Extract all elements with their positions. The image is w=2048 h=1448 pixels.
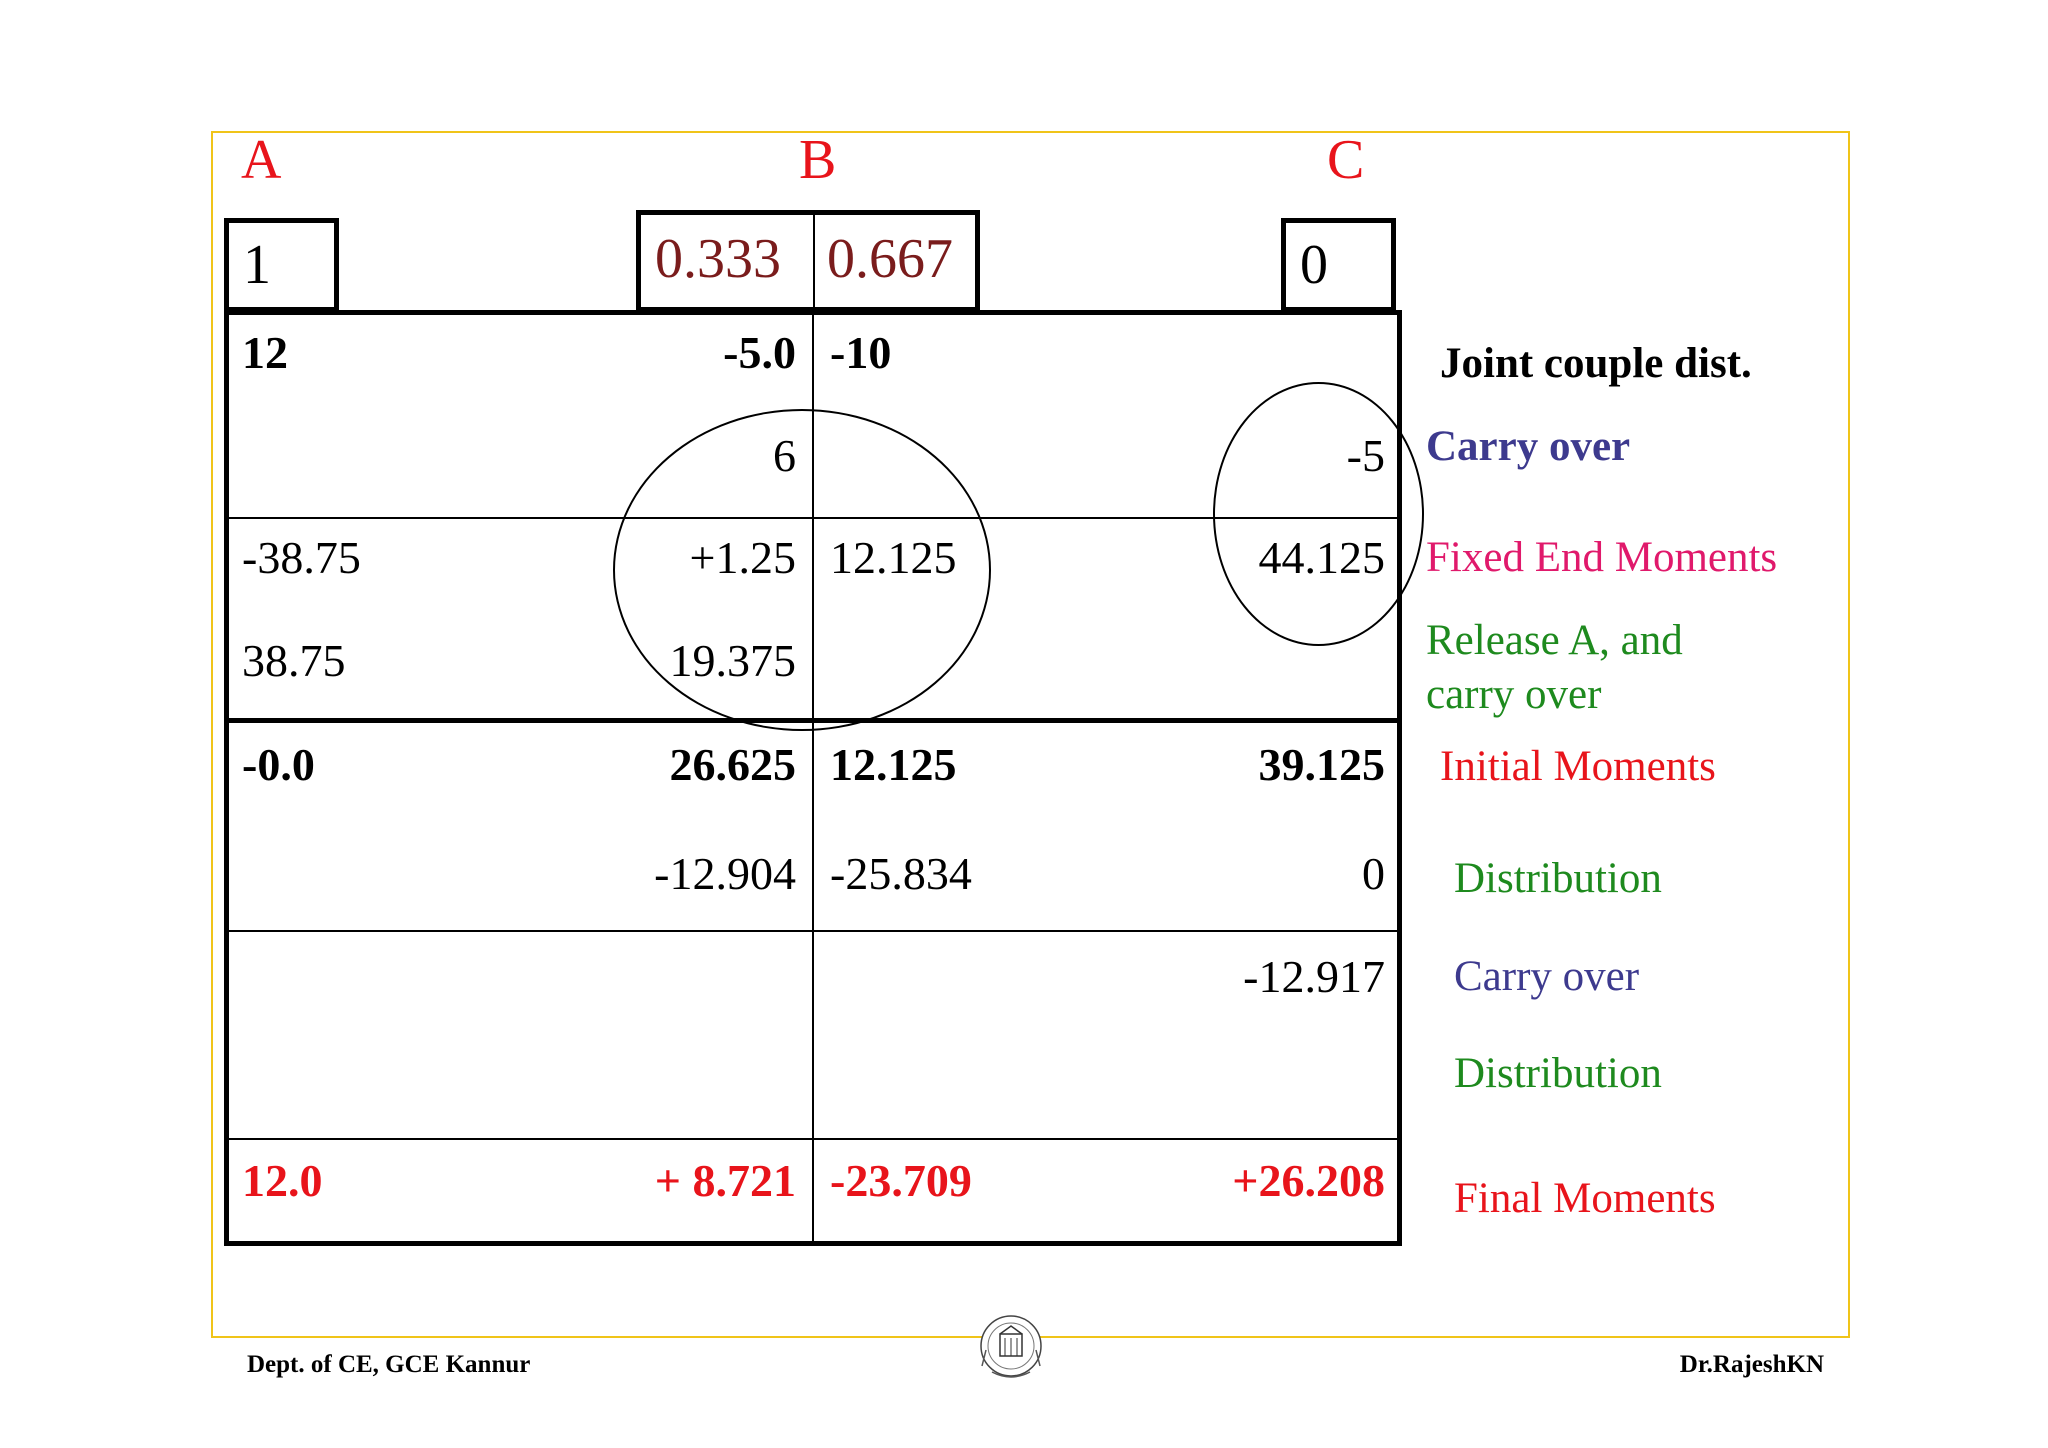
- footer-author: Dr.RajeshKN: [1679, 1351, 1824, 1378]
- cell-r4-ba: 26.625: [669, 739, 796, 790]
- joint-label-b: B: [799, 129, 837, 191]
- label-distribution-1: Distribution: [1454, 855, 1662, 902]
- df-bc-value: 0.667: [827, 228, 953, 290]
- label-final-moments: Final Moments: [1454, 1175, 1716, 1222]
- label-release-a-line1: Release A, and: [1426, 617, 1683, 664]
- cell-r6-cb: -12.917: [1243, 951, 1385, 1002]
- label-fixed-end-moments: Fixed End Moments: [1426, 534, 1778, 581]
- df-box-c: [1281, 218, 1396, 312]
- footer-line-right: [1044, 1336, 1850, 1338]
- cell-r8-ba: + 8.721: [654, 1155, 796, 1206]
- cell-r0-ba: -5.0: [723, 327, 796, 378]
- carry-over-ellipse-c: [1213, 382, 1424, 646]
- label-release-a-line2: carry over: [1426, 671, 1602, 718]
- label-initial-moments: Initial Moments: [1440, 743, 1716, 790]
- cell-r0-bc: -10: [830, 327, 892, 378]
- cell-r1-cb: -5: [1346, 430, 1385, 481]
- label-carry-over-2: Carry over: [1454, 953, 1640, 1000]
- cell-r3-ab: 38.75: [242, 635, 346, 686]
- cell-r0-ab: 12: [242, 327, 288, 378]
- joint-label-a: A: [241, 129, 282, 191]
- cell-r3-ba: 19.375: [669, 635, 796, 686]
- label-carry-over-1: Carry over: [1426, 423, 1631, 470]
- label-joint-couple-dist: Joint couple dist.: [1440, 340, 1752, 387]
- df-ba-value: 0.333: [655, 228, 781, 290]
- cell-r2-ba: +1.25: [689, 532, 796, 583]
- cell-r1-ba: 6: [773, 430, 796, 481]
- cell-r5-cb: 0: [1362, 848, 1385, 899]
- df-c-value: 0: [1300, 234, 1328, 296]
- label-distribution-2: Distribution: [1454, 1050, 1662, 1097]
- cell-r8-cb: +26.208: [1232, 1155, 1385, 1206]
- cell-r2-bc: 12.125: [830, 532, 957, 583]
- cell-r4-bc: 12.125: [830, 739, 957, 790]
- df-box-a: [224, 218, 339, 312]
- cell-r4-ab: -0.0: [242, 739, 315, 790]
- footer-department: Dept. of CE, GCE Kannur: [247, 1351, 531, 1378]
- footer-line-left: [211, 1336, 978, 1338]
- college-seal-icon: [978, 1310, 1044, 1386]
- cell-r8-bc: -23.709: [830, 1155, 972, 1206]
- df-a-value: 1: [243, 234, 271, 296]
- cell-r2-cb: 44.125: [1258, 532, 1385, 583]
- cell-r4-cb: 39.125: [1258, 739, 1385, 790]
- df-box-b: [636, 210, 980, 312]
- joint-label-c: C: [1327, 129, 1365, 191]
- cell-r2-ab: -38.75: [242, 532, 361, 583]
- cell-r5-bc: -25.834: [830, 848, 972, 899]
- df-b-divider: [813, 215, 815, 307]
- cell-r5-ba: -12.904: [654, 848, 796, 899]
- cell-r8-ab: 12.0: [242, 1155, 323, 1206]
